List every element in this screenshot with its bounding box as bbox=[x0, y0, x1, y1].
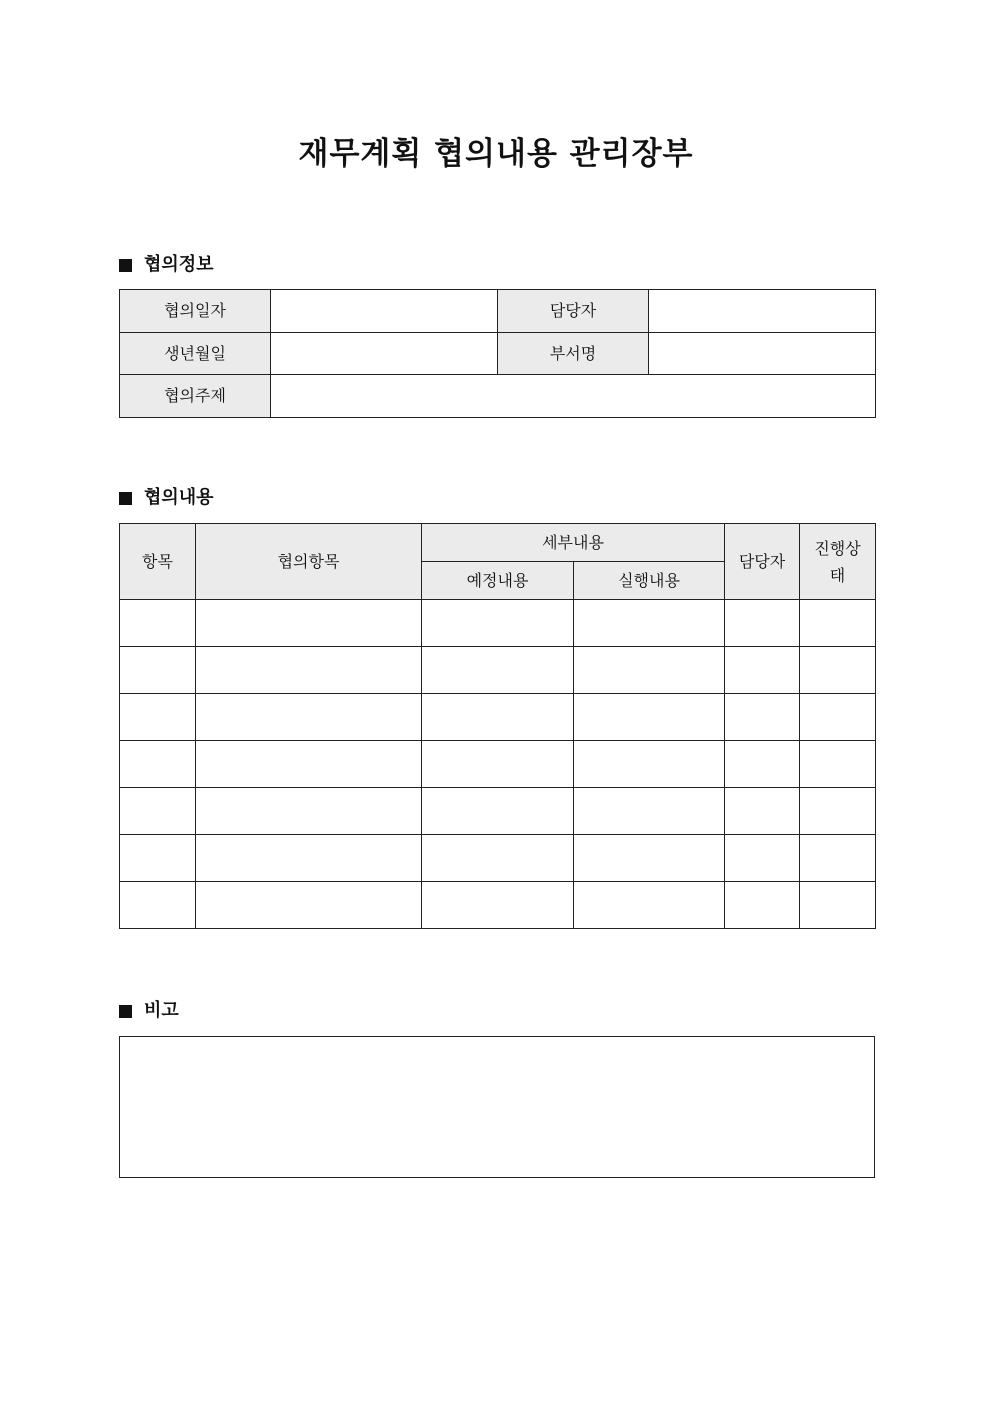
header-consult-item: 협의항목 bbox=[196, 524, 422, 600]
date-label: 협의일자 bbox=[120, 290, 271, 333]
consult-item-cell[interactable] bbox=[196, 835, 422, 882]
manager-cell[interactable] bbox=[725, 647, 800, 694]
executed-cell[interactable] bbox=[574, 694, 725, 741]
consult-item-cell[interactable] bbox=[196, 741, 422, 788]
item-cell[interactable] bbox=[120, 882, 196, 929]
item-cell[interactable] bbox=[120, 741, 196, 788]
remarks-textbox[interactable] bbox=[119, 1036, 875, 1178]
status-cell[interactable] bbox=[800, 694, 876, 741]
table-row bbox=[120, 600, 876, 647]
table-row bbox=[120, 741, 876, 788]
executed-cell[interactable] bbox=[574, 741, 725, 788]
content-rows bbox=[120, 600, 876, 929]
consult-item-cell[interactable] bbox=[196, 694, 422, 741]
square-bullet-icon bbox=[119, 259, 132, 272]
planned-cell[interactable] bbox=[422, 882, 574, 929]
content-section-heading bbox=[119, 486, 214, 510]
planned-cell[interactable] bbox=[422, 600, 574, 647]
header-planned: 예정내용 bbox=[422, 562, 574, 600]
header-executed: 실행내용 bbox=[574, 562, 725, 600]
manager-cell[interactable] bbox=[725, 882, 800, 929]
department-label: 부서명 bbox=[498, 333, 649, 375]
executed-cell[interactable] bbox=[574, 835, 725, 882]
consult-item-cell[interactable] bbox=[196, 647, 422, 694]
table-row bbox=[120, 647, 876, 694]
manager-field[interactable] bbox=[649, 290, 876, 333]
manager-cell[interactable] bbox=[725, 600, 800, 647]
manager-cell[interactable] bbox=[725, 835, 800, 882]
planned-cell[interactable] bbox=[422, 647, 574, 694]
table-row bbox=[120, 882, 876, 929]
table-row bbox=[120, 694, 876, 741]
date-field[interactable] bbox=[271, 290, 498, 333]
consult-item-cell[interactable] bbox=[196, 882, 422, 929]
content-table bbox=[119, 523, 876, 929]
planned-cell[interactable] bbox=[422, 694, 574, 741]
manager-cell[interactable] bbox=[725, 788, 800, 835]
info-table bbox=[119, 289, 876, 418]
square-bullet-icon bbox=[119, 1005, 132, 1018]
manager-cell[interactable] bbox=[725, 741, 800, 788]
status-cell[interactable] bbox=[800, 788, 876, 835]
planned-cell[interactable] bbox=[422, 788, 574, 835]
manager-cell[interactable] bbox=[725, 694, 800, 741]
executed-cell[interactable] bbox=[574, 882, 725, 929]
executed-cell[interactable] bbox=[574, 788, 725, 835]
item-cell[interactable] bbox=[120, 835, 196, 882]
planned-cell[interactable] bbox=[422, 835, 574, 882]
info-section-heading bbox=[119, 253, 214, 277]
content-section-title: 협의내용 bbox=[144, 487, 214, 508]
consult-item-cell[interactable] bbox=[196, 600, 422, 647]
item-cell[interactable] bbox=[120, 647, 196, 694]
item-cell[interactable] bbox=[120, 600, 196, 647]
executed-cell[interactable] bbox=[574, 600, 725, 647]
remarks-section-title: 비고 bbox=[144, 1000, 179, 1021]
topic-label: 협의주제 bbox=[120, 375, 271, 418]
birth-label: 생년월일 bbox=[120, 333, 271, 375]
item-cell[interactable] bbox=[120, 788, 196, 835]
item-cell[interactable] bbox=[120, 694, 196, 741]
page-title: 재무계획 협의내용 관리장부 bbox=[298, 136, 694, 172]
status-cell[interactable] bbox=[800, 882, 876, 929]
status-cell[interactable] bbox=[800, 741, 876, 788]
executed-cell[interactable] bbox=[574, 647, 725, 694]
header-details: 세부내용 bbox=[422, 524, 725, 562]
birth-field[interactable] bbox=[271, 333, 498, 375]
topic-field[interactable] bbox=[271, 375, 876, 418]
header-manager: 담당자 bbox=[725, 524, 800, 600]
department-field[interactable] bbox=[649, 333, 876, 375]
header-status: 진행상태 bbox=[800, 524, 876, 600]
manager-label: 담당자 bbox=[498, 290, 649, 333]
square-bullet-icon bbox=[119, 492, 132, 505]
status-cell[interactable] bbox=[800, 835, 876, 882]
remarks-section-heading bbox=[119, 999, 179, 1023]
consult-item-cell[interactable] bbox=[196, 788, 422, 835]
status-cell[interactable] bbox=[800, 600, 876, 647]
info-section-title: 협의정보 bbox=[144, 254, 214, 275]
status-cell[interactable] bbox=[800, 647, 876, 694]
table-row bbox=[120, 788, 876, 835]
table-row bbox=[120, 835, 876, 882]
header-item: 항목 bbox=[120, 524, 196, 600]
planned-cell[interactable] bbox=[422, 741, 574, 788]
